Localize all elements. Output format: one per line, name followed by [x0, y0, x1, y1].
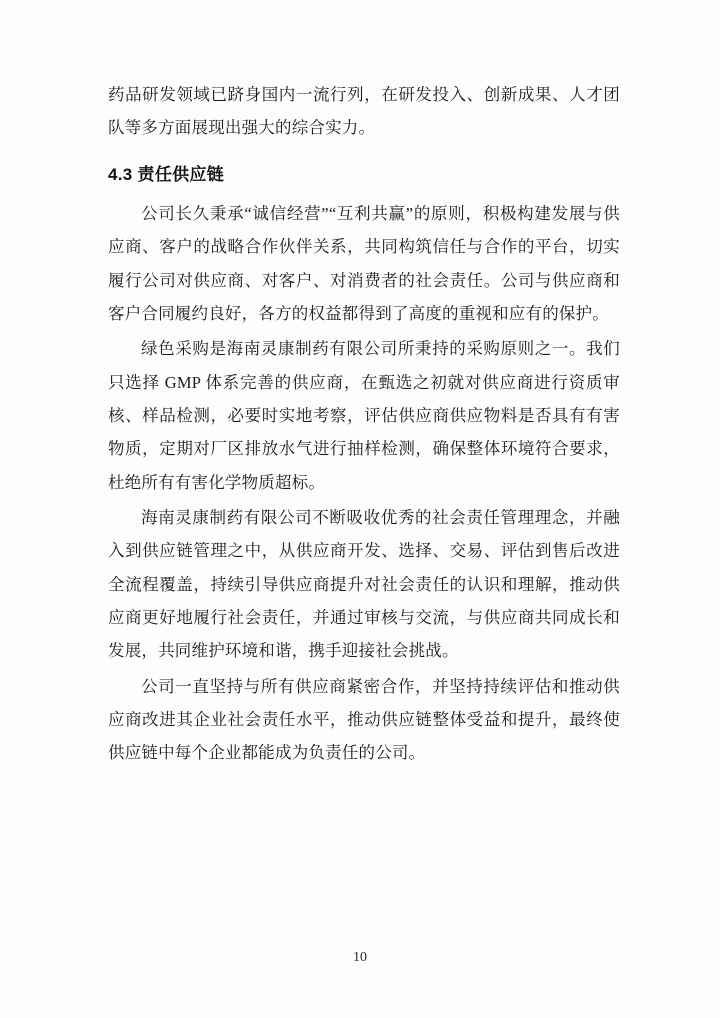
- paragraph-3: 海南灵康制药有限公司不断吸收优秀的社会责任管理理念，并融入到供应链管理之中，从供应商开发、选择、交易、评估到售后改进全流程覆盖，持续引导供应商提升对社会责任的认识和理解，推动供应商更好地履行社会责任，并通过审核与交流，与供应商共同成长和发展，共同维护环境和谐，携手迎接社会挑战。: [108, 507, 620, 661]
- continued-paragraph: 药品研发领域已跻身国内一流行列，在研发投入、创新成果、人才团队等多方面展现出强大的综合实力。: [108, 85, 620, 138]
- section-heading: [108, 159, 620, 191]
- section-title: 责任供应链: [137, 164, 225, 184]
- paragraph-1: 公司长久秉承“诚信经营”“互利共赢”的原则，积极构建发展与供应商、客户的战略合作伙伴关系，共同构筑信任与合作的平台，切实履行公司对供应商、对客户、对消费者的社会责任。公司与供应商和客户合同履约良好，各方的权益都得到了高度的重视和应有的保护。: [108, 203, 620, 323]
- document-body: [108, 78, 620, 770]
- page-number: 10: [353, 950, 367, 965]
- paragraph-2: 绿色采购是海南灵康制药有限公司所秉持的采购原则之一。我们只选择 GMP 体系完善的供应商，在甄选之初就对供应商进行资质审核、样品检测，必要时实地考察，评估供应商供应物料是否具有有害物质，定期对厂区排放水气进行抽样检测，确保整体环境符合要求，杜绝所有有害化学物质超标。: [108, 339, 620, 492]
- paragraph-4: 公司一直坚持与所有供应商紧密合作，并坚持持续评估和推动供应商改进其企业社会责任水平，推动供应链整体受益和提升，最终使供应链中每个企业都能成为负责任的公司。: [108, 676, 620, 763]
- section-number: 4.3: [108, 164, 133, 184]
